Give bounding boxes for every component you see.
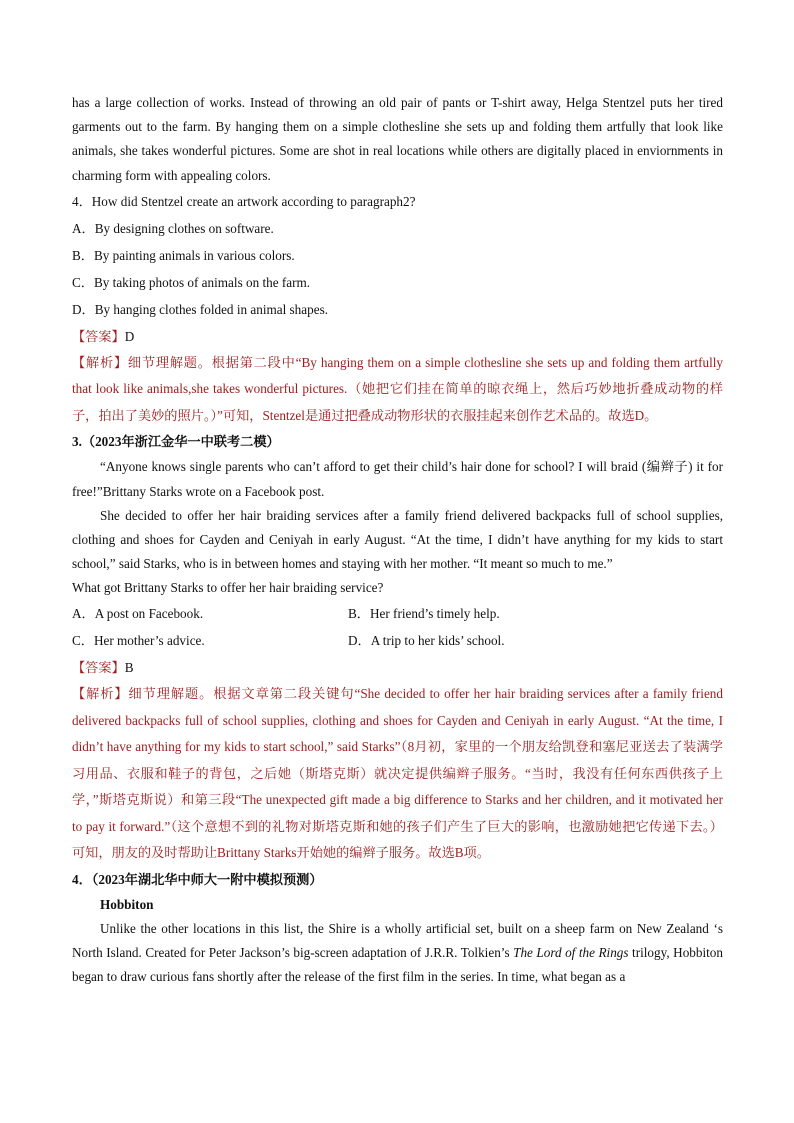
option-c: C．By taking photos of animals on the farm. <box>72 274 311 290</box>
section-3-options-row-2 <box>72 627 723 654</box>
option-d: D．A trip to her kids’ school. <box>348 633 505 649</box>
option-a: A．A post on Facebook. <box>72 606 204 622</box>
answer-tag: 【答案】 <box>72 660 125 676</box>
section-3-header: 3.（2023年浙江金华一中联考二模） <box>72 434 280 450</box>
explanation-tag: 【解析】 <box>72 354 128 370</box>
explanation <box>72 350 723 430</box>
option-b: B．By painting animals in various colors. <box>72 247 295 263</box>
question-4: 4．How did Stentzel create an artwork according to paragraph2? <box>72 193 416 209</box>
explanation-text: 细节理解题。根据文章第二段关键句“She decided to offer her hair braiding services after a family friend delivered backpacks full of school supplies, clothing and shoes for Cayden and Ceniyah in early August. “At the time, I didn’t have anything for my kids to start school,” said Starks”（8月初，家里的一个朋友给凯登和塞尼亚送去了装满学习用品、衣服和鞋子的背包，之后她（斯塔克斯）就决定提供编辫子服务。“当时，我没有任何东西供孩子上学，”斯塔克斯说）和第三段“The unexpected gift made a big difference to Starks and her children, and it motivated her to pay it forward.”（这个意想不到的礼物对斯塔克斯和她的孩子们产生了巨大的影响，也激励她把它传递下去。）可知，朋友的及时帮助让Brittany Starks开始她的编辫子服务。故选B项。 <box>72 686 723 861</box>
section-4-title: Hobbiton <box>100 896 154 912</box>
section-3-para-2: She decided to offer her hair braiding services after a family friend delivered backpacks full of school supplies, clothing and shoes for Cayden and Ceniyah in early August. “At the time, I didn’t have anything for my kids to start school,” said Starks, who is in between homes and staying with her mother. “It meant so much to me.” <box>72 507 723 572</box>
option-c: C．Her mother’s advice. <box>72 633 205 649</box>
answer-value: D <box>124 328 135 344</box>
document-page <box>72 90 723 989</box>
para-text-end: trilogy, Hobbiton began to draw curious fans shortly after the release of the first film in the series. In time, what began as a <box>72 945 723 985</box>
explanation <box>72 681 723 867</box>
section-3-options-row-1 <box>72 600 723 627</box>
answer-line <box>72 323 723 350</box>
option-d: D．By hanging clothes folded in animal shapes. <box>72 301 329 317</box>
passage-continuation: has a large collection of works. Instead of throwing an old pair of pants or T-shirt away, Helga Stentzel puts her tired garments out to the farm. By hanging them on a simple clothesline she sets up and folding them artfully that look like animals, she takes wonderful pictures. Some are shot in real locations while others are digitally placed in enviornments in charming form with appealing colors. <box>72 95 723 183</box>
book-title: The Lord of the Rings <box>513 945 629 961</box>
explanation-text: 细节理解题。根据第二段中“By hanging them on a simple clothesline she sets up and folding them artfully that look like animals,she takes wonderful pictures.（她把它们挂在简单的晾衣绳上，然后巧妙地折叠成动物的样子，拍出了美妙的照片。）”可知，Stentzel是通过把叠成动物形状的衣服挂起来创作艺术品的。故选D。 <box>72 354 723 423</box>
answer-value: B <box>124 660 134 676</box>
explanation-tag: 【解析】 <box>72 686 129 702</box>
option-b: B．Her friend’s timely help. <box>348 606 500 622</box>
section-3-question: What got Brittany Starks to offer her hair braiding service? <box>72 580 384 596</box>
answer-tag: 【答案】 <box>72 328 125 344</box>
section-3-para-1: “Anyone knows single parents who can’t afford to get their child’s hair done for school? I will braid (编辫子) it for free!”Brittany Starks wrote on a Facebook post. <box>72 459 723 499</box>
answer-line <box>72 654 723 681</box>
option-a: A．By designing clothes on software. <box>72 220 274 236</box>
para-text-start: Unlike the other locations in this list, the Shire is a wholly artificial set, built on a sheep farm on New Zealand ‘s North Island. Created for Peter Jackson’s big-screen adaptation of J.R.R. Tolkien’s <box>72 920 723 961</box>
section-4-header: 4．（2023年湖北华中师大一附中模拟预测） <box>72 871 323 887</box>
section-4-para-1 <box>72 917 723 990</box>
